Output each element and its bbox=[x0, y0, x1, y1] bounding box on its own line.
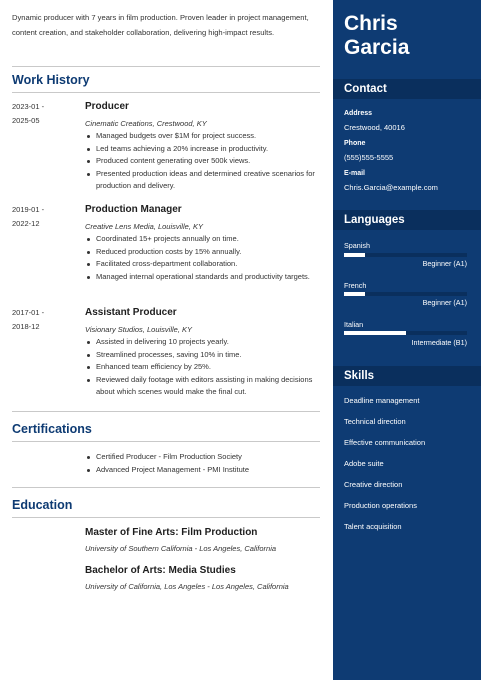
job-dates bbox=[12, 203, 72, 231]
skill-item: Effective communication bbox=[344, 438, 426, 447]
languages-heading: Languages bbox=[344, 214, 405, 226]
section-divider bbox=[12, 411, 320, 412]
job-end-date: 2018-12 bbox=[12, 322, 40, 332]
job-end-date: 2025-05 bbox=[12, 116, 40, 126]
job-bullets bbox=[85, 336, 320, 399]
job-bullet: Assisted in delivering 10 projects yearly. bbox=[85, 336, 320, 349]
job-bullet: Reduced production costs by 15% annually. bbox=[85, 246, 320, 259]
job-bullets bbox=[85, 233, 320, 283]
job-bullet: Led teams achieving a 20% increase in productivity. bbox=[85, 143, 320, 156]
professional-summary: Dynamic producer with 7 years in film production. Proven leader in project management, content creation, and stakeholder collaboration, delivering high-impact results. bbox=[12, 13, 309, 37]
language-name: Italian bbox=[344, 320, 364, 329]
address-value: Crestwood, 40016 bbox=[344, 123, 405, 132]
contact-heading: Contact bbox=[344, 83, 387, 95]
email-label: E-mail bbox=[344, 170, 366, 177]
section-divider bbox=[12, 487, 320, 488]
job-title: Assistant Producer bbox=[85, 307, 177, 318]
skills-heading: Skills bbox=[344, 370, 375, 382]
job-end-date: 2022-12 bbox=[12, 219, 40, 229]
certifications-heading: Certifications bbox=[12, 422, 92, 436]
job-start-date: 2019-01 - bbox=[12, 205, 45, 214]
section-divider bbox=[12, 441, 320, 442]
education-heading: Education bbox=[12, 498, 73, 512]
language-proficiency-fill bbox=[344, 253, 365, 257]
job-start-date: 2023-01 - bbox=[12, 102, 45, 111]
candidate-name bbox=[344, 12, 409, 60]
language-level: Beginner (A1) bbox=[422, 259, 467, 268]
skill-item: Technical direction bbox=[344, 417, 406, 426]
job-dates bbox=[12, 306, 72, 334]
job-title: Production Manager bbox=[85, 204, 182, 215]
language-proficiency-fill bbox=[344, 331, 406, 335]
skill-item: Adobe suite bbox=[344, 459, 384, 468]
skill-item: Creative direction bbox=[344, 480, 403, 489]
language-name: French bbox=[344, 281, 367, 290]
email-value: Chris.Garcia@example.com bbox=[344, 183, 438, 192]
language-level: Beginner (A1) bbox=[422, 298, 467, 307]
language-proficiency-fill bbox=[344, 292, 365, 296]
job-bullet: Reviewed daily footage with editors assisting in making decisions about which scenes would make the final cut. bbox=[85, 374, 320, 399]
skill-item: Production operations bbox=[344, 501, 417, 510]
phone-value: (555)555-5555 bbox=[344, 153, 394, 162]
job-title: Producer bbox=[85, 101, 129, 112]
language-name: Spanish bbox=[344, 241, 370, 250]
job-bullet: Coordinated 15+ projects annually on time. bbox=[85, 233, 320, 246]
job-bullet: Managed internal operational standards and productivity targets. bbox=[85, 271, 320, 284]
job-company: Creative Lens Media, Louisville, KY bbox=[85, 222, 203, 231]
education-degree: Bachelor of Arts: Media Studies bbox=[85, 565, 236, 576]
certification-item: Certified Producer - Film Production Society bbox=[85, 451, 320, 464]
first-name: Chris bbox=[344, 12, 398, 35]
skill-item: Talent acquisition bbox=[344, 522, 402, 531]
work-history-heading: Work History bbox=[12, 73, 90, 87]
phone-label: Phone bbox=[344, 140, 366, 147]
job-bullet: Produced content generating over 500k views. bbox=[85, 155, 320, 168]
education-entry bbox=[85, 526, 320, 554]
certification-item: Advanced Project Management - PMI Institute bbox=[85, 464, 320, 477]
education-school: University of California, Los Angeles - Los Angeles, California bbox=[85, 582, 289, 591]
language-proficiency-bar bbox=[344, 331, 467, 335]
sidebar bbox=[333, 0, 481, 680]
job-bullet: Streamlined processes, saving 10% in time. bbox=[85, 349, 320, 362]
job-dates bbox=[12, 100, 72, 128]
certification-list bbox=[85, 451, 320, 476]
last-name: Garcia bbox=[344, 36, 410, 59]
job-bullet: Presented production ideas and determined creative scenarios for production and delivery. bbox=[85, 168, 320, 193]
section-divider bbox=[12, 92, 320, 93]
language-proficiency-bar bbox=[344, 292, 467, 296]
language-level: Intermediate (B1) bbox=[411, 338, 467, 347]
education-school: University of Southern California - Los Angeles, California bbox=[85, 544, 277, 553]
education-entry bbox=[85, 564, 320, 592]
job-company: Visionary Studios, Louisville, KY bbox=[85, 325, 192, 334]
language-proficiency-bar bbox=[344, 253, 467, 257]
section-divider bbox=[12, 517, 320, 518]
job-bullet: Facilitated cross-department collaboration. bbox=[85, 258, 320, 271]
skill-item: Deadline management bbox=[344, 396, 420, 405]
section-divider bbox=[12, 66, 320, 67]
job-company: Cinematic Creations, Crestwood, KY bbox=[85, 119, 207, 128]
job-bullet: Enhanced team efficiency by 25%. bbox=[85, 361, 320, 374]
education-degree: Master of Fine Arts: Film Production bbox=[85, 527, 258, 538]
address-label: Address bbox=[344, 110, 373, 117]
job-start-date: 2017-01 - bbox=[12, 308, 45, 317]
job-bullet: Managed budgets over $1M for project success. bbox=[85, 130, 320, 143]
job-bullets bbox=[85, 130, 320, 193]
